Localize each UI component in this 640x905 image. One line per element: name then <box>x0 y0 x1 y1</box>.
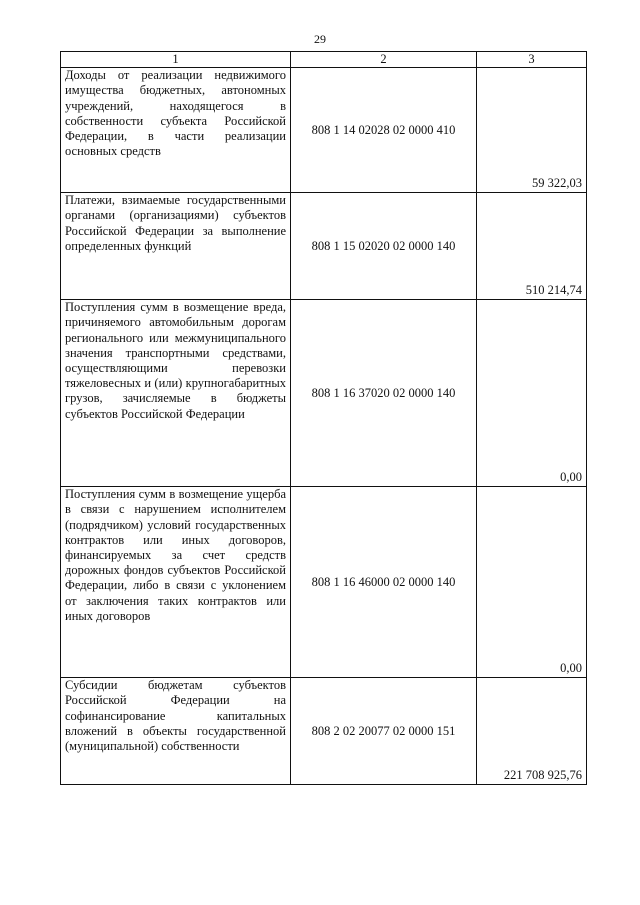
amount-cell: 0,00 <box>477 300 587 487</box>
column-header: 2 <box>291 52 477 68</box>
column-header: 3 <box>477 52 587 68</box>
table-row <box>61 678 587 785</box>
amount-cell: 221 708 925,76 <box>477 678 587 785</box>
budget-code-cell: 808 1 16 37020 02 0000 140 <box>291 300 477 487</box>
income-name-cell: Поступления сумм в возмещение вреда, причиняемого автомобильным дорогам регионального или межмуниципального значения транспортными средствами, осуществляющими перевозки тяжеловесных и (или) крупногабаритных грузов, зачисляемые в бюджеты субъектов Российской Федерации <box>61 300 291 487</box>
income-name-cell: Доходы от реализации недвижимого имущества бюджетных, автономных учреждений, находящегося в собственности субъекта Российской Федерации, в части реализации основных средств <box>61 68 291 193</box>
table-header-row <box>61 52 587 68</box>
budget-income-table <box>60 51 587 785</box>
table-row <box>61 300 587 487</box>
budget-code-cell: 808 2 02 20077 02 0000 151 <box>291 678 477 785</box>
income-name-cell: Платежи, взимаемые государственными органами (организациями) субъектов Российской Федерации за выполнение определенных функций <box>61 193 291 300</box>
budget-code-cell: 808 1 15 02020 02 0000 140 <box>291 193 477 300</box>
page-number: 29 <box>314 32 326 46</box>
table-row <box>61 193 587 300</box>
amount-cell: 59 322,03 <box>477 68 587 193</box>
amount-cell: 0,00 <box>477 487 587 678</box>
amount-cell: 510 214,74 <box>477 193 587 300</box>
column-header: 1 <box>61 52 291 68</box>
income-name-cell: Субсидии бюджетам субъектов Российской Федерации на софинансирование капитальных вложений в объекты государственной (муниципальной) собственности <box>61 678 291 785</box>
budget-code-cell: 808 1 14 02028 02 0000 410 <box>291 68 477 193</box>
budget-code-cell: 808 1 16 46000 02 0000 140 <box>291 487 477 678</box>
table-row <box>61 487 587 678</box>
income-name-cell: Поступления сумм в возмещение ущерба в связи с нарушением исполнителем (подрядчиком) условий государственных контрактов или иных договоров, финансируемых за счет средств дорожных фондов субъектов Российской Федерации, либо в связи с уклонением от заключения таких контрактов или иных договоров <box>61 487 291 678</box>
table-row <box>61 68 587 193</box>
